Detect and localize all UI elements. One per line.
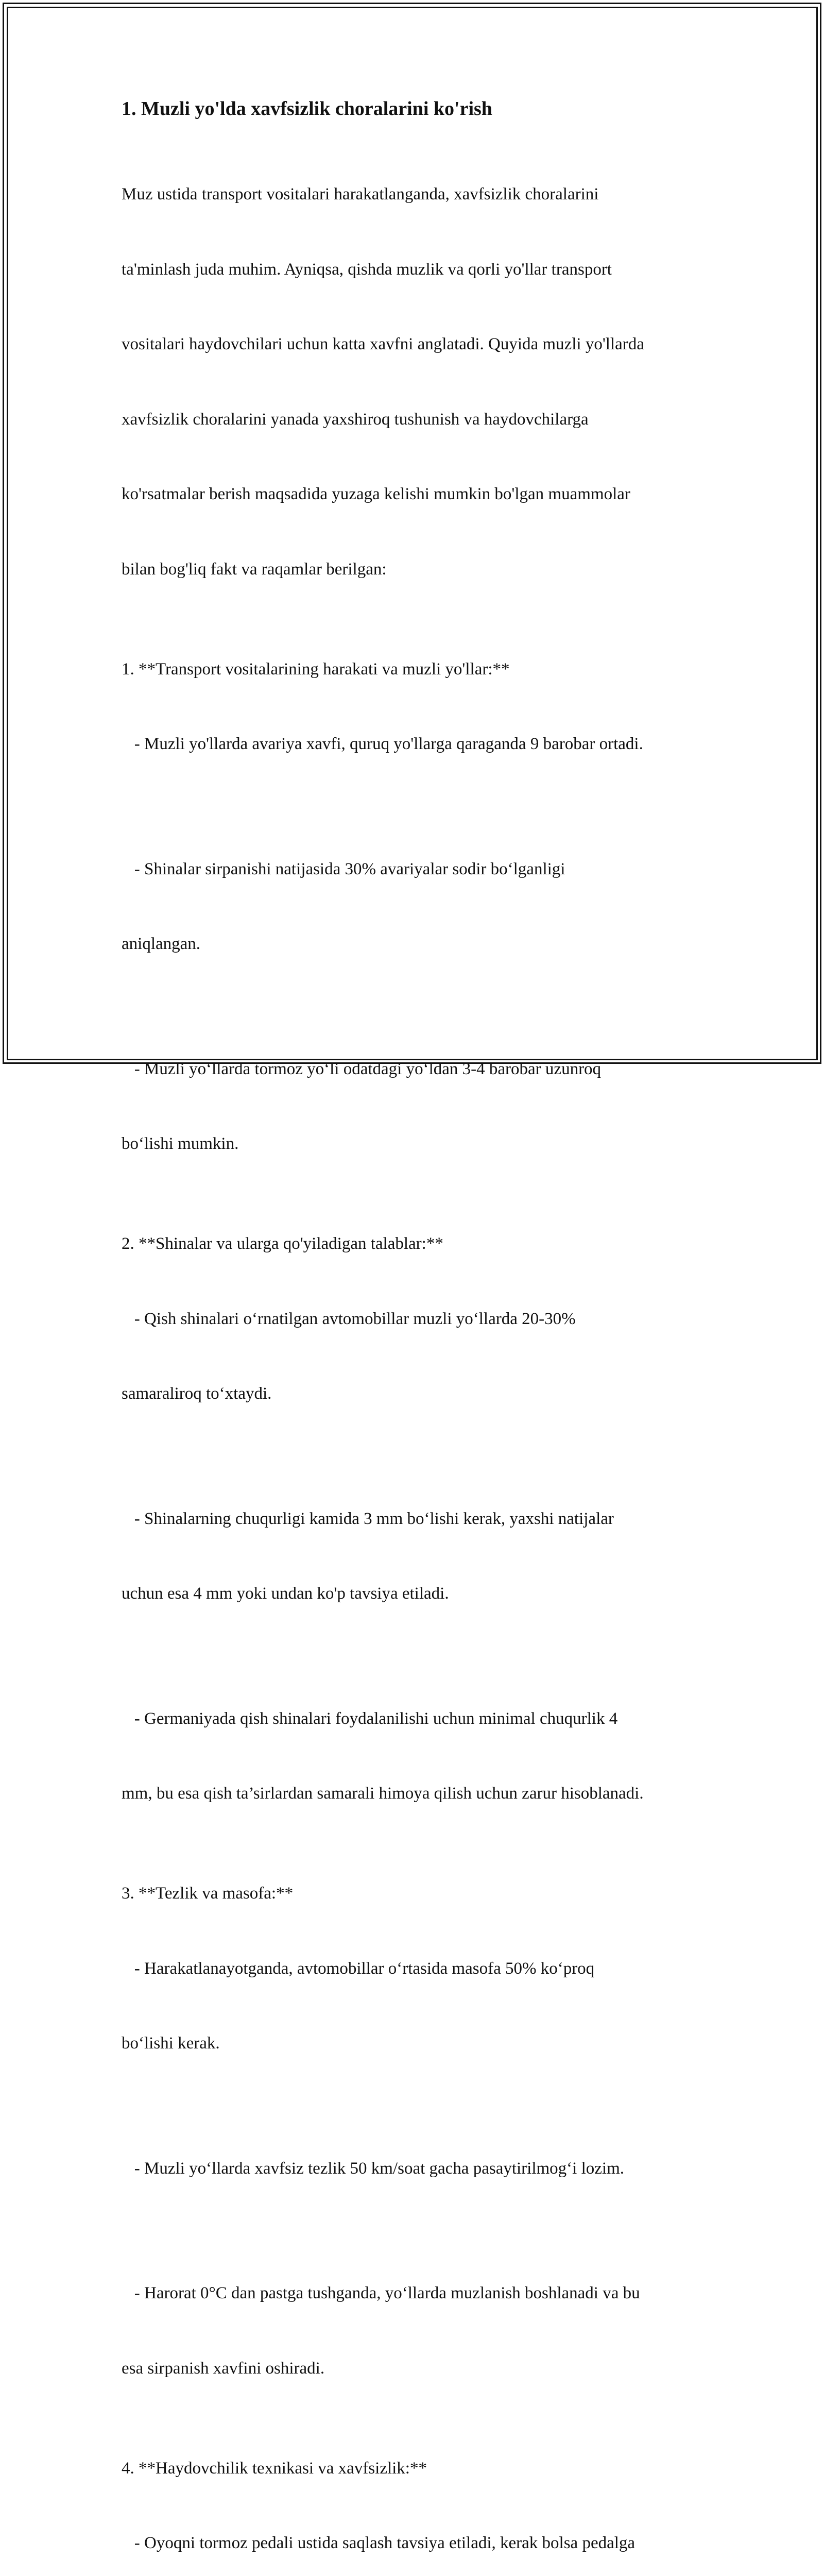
bullet-line: aniqlangan. [122, 931, 714, 957]
intro-line: Muz ustida transport vositalari harakatlanganda, xavfsizlik choralarini [122, 182, 714, 207]
bullet-item [122, 2106, 714, 2231]
section-heading: 1. **Transport vositalarining harakati va muzli yo'llar:** [122, 657, 714, 682]
bullet-line: - Harorat 0°C dan pastga tushganda, yo‘llarda muzlanish boshlanadi va bu [122, 2281, 714, 2306]
bullet-line: samaraliroq to‘xtaydi. [122, 1381, 714, 1406]
bullet-item [122, 2231, 714, 2431]
bullet-item [122, 1456, 714, 1656]
section-heading: 4. **Haydovchilik texnikasi va xavfsizlik:** [122, 2456, 714, 2481]
intro-paragraph [122, 132, 714, 632]
intro-line: xavfsizlik choralarini yanada yaxshiroq tushunish va haydovchilarga [122, 407, 714, 432]
bullet-line: uchun esa 4 mm yoki undan ko'p tavsiya etiladi. [122, 1581, 714, 1606]
intro-line: vositalari haydovchilari uchun katta xavfni anglatadi. Quyida muzli yo'llarda [122, 332, 714, 357]
bullet-line: - Harakatlanayotganda, avtomobillar o‘rtasida masofa 50% ko‘proq [122, 1956, 714, 1981]
bullet-item [122, 1257, 714, 1456]
bullet-item [122, 2481, 714, 2576]
bullet-line: mm, bu esa qish ta’sirlardan samarali himoya qilish uchun zarur hisoblanadi. [122, 1781, 714, 1806]
bullet-line: - Muzli yo‘llarda xavfsiz tezlik 50 km/soat gacha pasaytirilmog‘i lozim. [122, 2156, 714, 2181]
section-heading: 2. **Shinalar va ularga qo'yiladigan talablar:** [122, 1231, 714, 1257]
bullet-line: - Qish shinalari o‘rnatilgan avtomobillar muzli yo‘llarda 20-30% [122, 1307, 714, 1332]
bullet-line: - Shinalarning chuqurligi kamida 3 mm bo‘lishi kerak, yaxshi natijalar [122, 1506, 714, 1532]
section-driving-technique [122, 2456, 714, 2576]
bullet-item [122, 1007, 714, 1207]
bullet-line: - Germaniyada qish shinalari foydalanilishi uchun minimal chuqurlik 4 [122, 1706, 714, 1732]
bullet-line: esa sirpanish xavfini oshiradi. [122, 2356, 714, 2381]
bullet-line: - Muzli yo‘llarda tormoz yo‘li odatdagi yo‘ldan 3-4 barobar uzunroq [122, 1057, 714, 1082]
bullet-line: - Shinalar sirpanishi natijasida 30% avariyalar sodir bo‘lganligi [122, 857, 714, 882]
section-heading: 3. **Tezlik va masofa:** [122, 1881, 714, 1906]
intro-line: bilan bog'liq fakt va raqamlar berilgan: [122, 557, 714, 582]
bullet-line: bo‘lishi kerak. [122, 2031, 714, 2056]
section-speed-distance [122, 1881, 714, 2431]
intro-line: ta'minlash juda muhim. Ayniqsa, qishda muzlik va qorli yo'llar transport [122, 257, 714, 282]
bullet-item [122, 682, 714, 807]
bullet-item [122, 807, 714, 1007]
bullet-line: - Muzli yo'llarda avariya xavfi, quruq yo'llarga qaraganda 9 barobar ortadi. [122, 732, 714, 757]
bullet-item [122, 1906, 714, 2106]
section-tires [122, 1231, 714, 1856]
intro-line: ko'rsatmalar berish maqsadida yuzaga kelishi mumkin bo'lgan muammolar [122, 482, 714, 507]
document-body [122, 96, 714, 2576]
bullet-item [122, 1656, 714, 1856]
bullet-line: - Oyoqni tormoz pedali ustida saqlash tavsiya etiladi, kerak bolsa pedalga [122, 2531, 714, 2556]
bullet-line: bo‘lishi mumkin. [122, 1131, 714, 1157]
document-title: 1. Muzli yo'lda xavfsizlik choralarini ko'rish [122, 96, 714, 122]
section-transport [122, 657, 714, 1207]
